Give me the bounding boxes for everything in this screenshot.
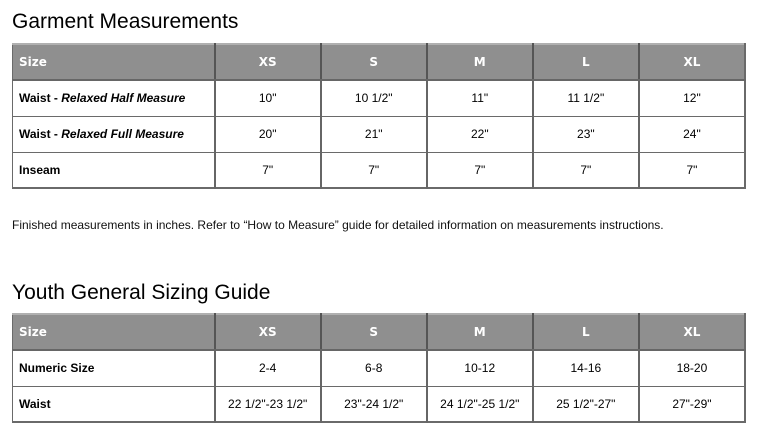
table-cell: 12" <box>639 80 745 116</box>
header-size-xs: XS <box>215 314 321 350</box>
header-size-xl: XL <box>639 44 745 80</box>
table-cell: 22" <box>427 116 533 152</box>
table-cell: 10" <box>215 80 321 116</box>
table-cell: 2-4 <box>215 350 321 386</box>
garment-measurements-title: Garment Measurements <box>12 10 239 33</box>
table-cell: 7" <box>639 152 745 188</box>
header-size-xl: XL <box>639 314 745 350</box>
table-row <box>13 116 746 152</box>
header-size-label: Size <box>13 314 215 350</box>
row-label-main: Waist - <box>19 91 62 106</box>
table-cell: 11" <box>427 80 533 116</box>
table-cell: 24" <box>639 116 745 152</box>
table-cell: 7" <box>215 152 321 188</box>
garment-measurements-table <box>12 43 746 189</box>
table-cell: 21" <box>321 116 427 152</box>
table-cell: 27"-29" <box>639 386 745 422</box>
header-size-s: S <box>321 44 427 80</box>
table-cell: 7" <box>427 152 533 188</box>
row-label-waist-half <box>13 80 215 116</box>
row-label-sub: Relaxed Half Measure <box>61 91 186 106</box>
table-cell: 24 1/2"-25 1/2" <box>427 386 533 422</box>
table-cell: 6-8 <box>321 350 427 386</box>
row-label-main: Waist - <box>19 127 62 141</box>
header-size-m: M <box>427 44 533 80</box>
table-cell: 22 1/2"-23 1/2" <box>215 386 321 422</box>
row-label-main: Inseam <box>19 162 61 177</box>
table-cell: 18-20 <box>639 350 745 386</box>
row-label-sub: Relaxed Full Measure <box>61 127 184 141</box>
header-size-m: M <box>427 314 533 350</box>
header-size-s: S <box>321 314 427 350</box>
table-cell: 10 1/2" <box>321 80 427 116</box>
table-header-row <box>13 44 746 80</box>
header-size-l: L <box>533 44 639 80</box>
table-cell: 7" <box>321 152 427 188</box>
table-cell: 25 1/2"-27" <box>533 386 639 422</box>
youth-sizing-table <box>12 313 746 423</box>
table-cell: 11 1/2" <box>533 80 639 116</box>
table-cell: 23" <box>533 116 639 152</box>
table-row <box>13 80 746 116</box>
row-label-inseam <box>13 152 215 188</box>
table-cell: 7" <box>533 152 639 188</box>
table-cell: 14-16 <box>533 350 639 386</box>
measurement-note: Finished measurements in inches. Refer to “How to Measure” guide for detailed information on measurements instructions. <box>12 218 664 232</box>
table-cell: 23"-24 1/2" <box>321 386 427 422</box>
row-label-waist-full <box>13 116 215 152</box>
table-row <box>13 350 746 386</box>
header-size-label: Size <box>13 44 215 80</box>
row-label-numeric-size: Numeric Size <box>13 350 215 386</box>
table-cell: 20" <box>215 116 321 152</box>
table-row <box>13 386 746 422</box>
table-row <box>13 152 746 188</box>
youth-sizing-title: Youth General Sizing Guide <box>12 281 271 304</box>
header-size-xs: XS <box>215 44 321 80</box>
row-label-waist: Waist <box>13 386 215 422</box>
table-header-row <box>13 314 746 350</box>
header-size-l: L <box>533 314 639 350</box>
table-cell: 10-12 <box>427 350 533 386</box>
